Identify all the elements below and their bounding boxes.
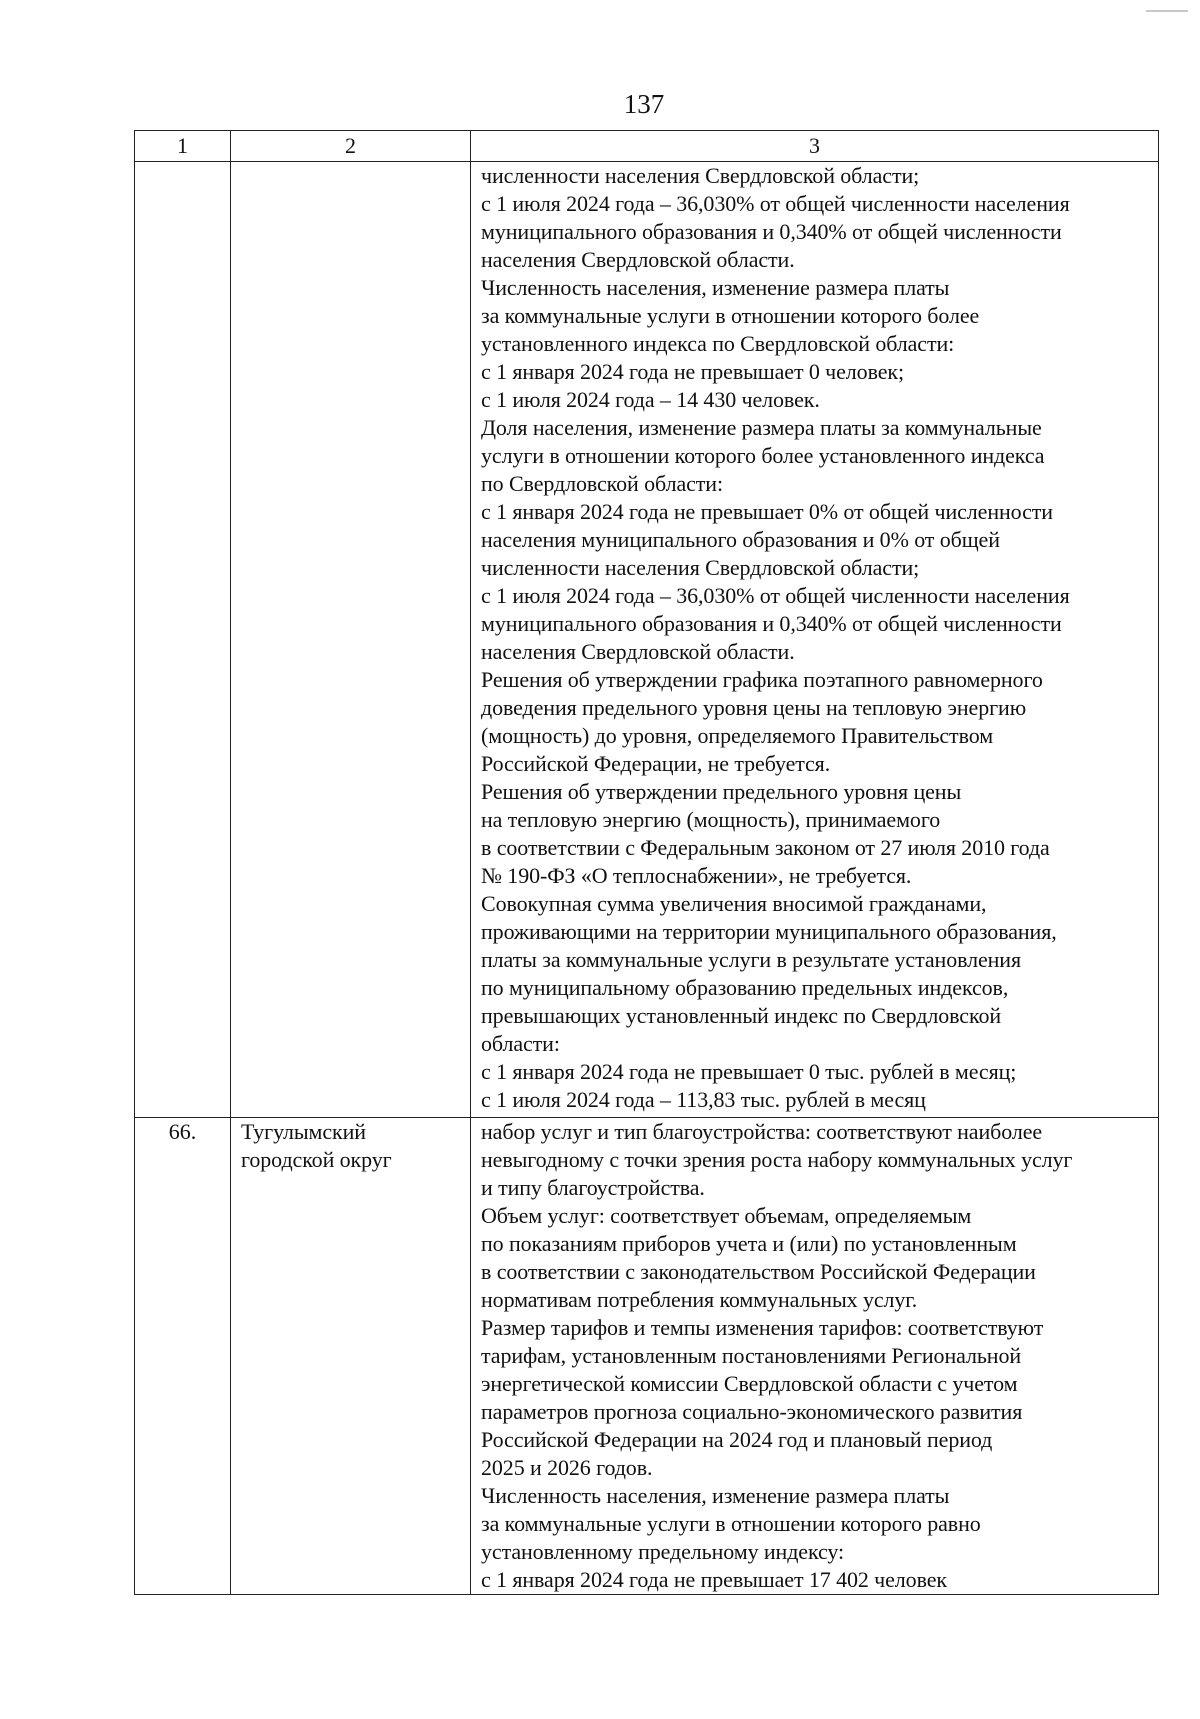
table-row-continued — [135, 162, 1159, 1118]
text-line: 2025 и 2026 годов. — [481, 1455, 653, 1480]
text-line: по муниципальному образованию предельных индексов, — [481, 975, 1009, 1000]
table-header-row — [135, 131, 1159, 162]
header-col-2: 2 — [231, 131, 471, 162]
text-line: с 1 июля 2024 года – 14 430 человек. — [481, 387, 820, 412]
page-number: 137 — [623, 89, 665, 119]
text-line: населения муниципального образования и 0% от общей — [481, 527, 1000, 552]
text-line: с 1 января 2024 года не превышает 17 402 человек — [481, 1567, 947, 1592]
text-line: превышающих установленный индекс по Свердловской — [481, 1003, 1002, 1028]
text-line: с 1 июля 2024 года – 113,83 тыс. рублей в месяц — [481, 1087, 926, 1112]
text-line: набор услуг и тип благоустройства: соответствуют наиболее — [481, 1119, 1043, 1144]
text-line: по Свердловской области: — [481, 471, 723, 496]
text-line: Российской Федерации, не требуется. — [481, 751, 831, 776]
text-line: платы за коммунальные услуги в результате установления — [481, 947, 1022, 972]
text-line: № 190-ФЗ «О теплоснабжении», не требуется. — [481, 863, 912, 888]
text-line: Численность населения, изменение размера платы — [481, 275, 950, 300]
text-line: с 1 января 2024 года не превышает 0% от общей численности — [481, 499, 1053, 524]
text-line: в соответствии с законодательством Российской Федерации — [481, 1259, 1036, 1284]
municipality-name-line: Тугулымский — [241, 1119, 366, 1144]
text-line: проживающими на территории муниципального образования, — [481, 919, 1057, 944]
text-line: за коммунальные услуги в отношении которого более — [481, 303, 980, 328]
text-line: по показаниям приборов учета и (или) по установленным — [481, 1231, 1017, 1256]
text-line: Доля населения, изменение размера платы за коммунальные — [481, 415, 1042, 440]
text-line: установленному предельному индексу: — [481, 1539, 845, 1564]
row-number-cell — [135, 162, 231, 1118]
text-line: Численность населения, изменение размера платы — [481, 1483, 950, 1508]
text-line: услуги в отношении которого более установленного индекса — [481, 443, 1045, 468]
table-row-66 — [135, 1118, 1159, 1595]
details-cell — [471, 1118, 1159, 1595]
text-line: Объем услуг: соответствует объемам, определяемым — [481, 1203, 972, 1228]
text-line: численности населения Свердловской области; — [481, 163, 920, 188]
text-line: населения Свердловской области. — [481, 247, 795, 272]
text-line: энергетической комиссии Свердловской области с учетом — [481, 1371, 1018, 1396]
text-line: невыгодному с точки зрения роста набору коммунальных услуг — [481, 1147, 1073, 1172]
details-text — [481, 1118, 1154, 1594]
municipality-cell — [231, 162, 471, 1118]
row-number-cell: 66. — [135, 1118, 231, 1595]
text-line: численности населения Свердловской области; — [481, 555, 920, 580]
text-line: населения Свердловской области. — [481, 639, 795, 664]
text-line: установленного индекса по Свердловской области: — [481, 331, 955, 356]
text-line: муниципального образования и 0,340% от общей численности — [481, 219, 1062, 244]
text-line: на тепловую энергию (мощность), принимаемого — [481, 807, 941, 832]
text-line: за коммунальные услуги в отношении которого равно — [481, 1511, 981, 1536]
text-line: в соответствии с Федеральным законом от 27 июля 2010 года — [481, 835, 1050, 860]
details-text — [481, 162, 1154, 1114]
tariff-table — [134, 130, 1159, 1595]
text-line: области: — [481, 1031, 560, 1056]
text-line: Размер тарифов и темпы изменения тарифов: соответствуют — [481, 1315, 1044, 1340]
text-line: тарифам, установленным постановлениями Региональной — [481, 1343, 1022, 1368]
text-line: с 1 июля 2024 года – 36,030% от общей численности населения — [481, 583, 1070, 608]
text-line: с 1 июля 2024 года – 36,030% от общей численности населения — [481, 191, 1070, 216]
text-line: нормативам потребления коммунальных услуг. — [481, 1287, 918, 1312]
text-line: и типу благоустройства. — [481, 1175, 705, 1200]
details-cell — [471, 162, 1159, 1118]
header-col-3: 3 — [471, 131, 1159, 162]
text-line: Решения об утверждении предельного уровня цены — [481, 779, 962, 804]
text-line: (мощность) до уровня, определяемого Правительством — [481, 723, 994, 748]
text-line: параметров прогноза социально-экономического развития — [481, 1399, 1023, 1424]
text-line: с 1 января 2024 года не превышает 0 тыс. рублей в месяц; — [481, 1059, 1017, 1084]
municipality-cell — [231, 1118, 471, 1595]
header-col-1: 1 — [135, 131, 231, 162]
text-line: Совокупная сумма увеличения вносимой гражданами, — [481, 891, 987, 916]
text-line: Решения об утверждении графика поэтапного равномерного — [481, 667, 1043, 692]
municipality-name-line: городской округ — [241, 1147, 392, 1172]
text-line: с 1 января 2024 года не превышает 0 человек; — [481, 359, 904, 384]
text-line: муниципального образования и 0,340% от общей численности — [481, 611, 1062, 636]
text-line: Российской Федерации на 2024 год и плановый период — [481, 1427, 993, 1452]
scan-edge-mark — [1146, 10, 1188, 12]
text-line: доведения предельного уровня цены на тепловую энергию — [481, 695, 1027, 720]
